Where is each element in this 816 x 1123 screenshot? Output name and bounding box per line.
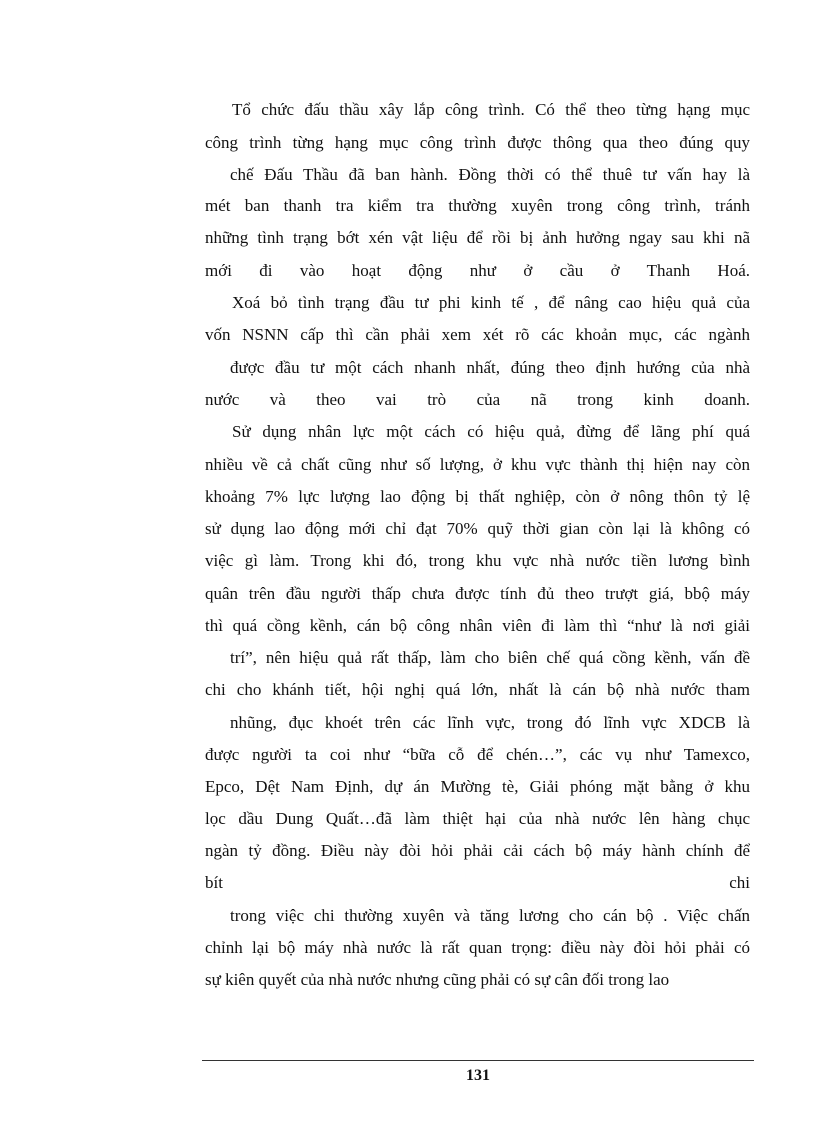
page-number: 131: [466, 1067, 490, 1084]
text-line: trong việc chi thường xuyên và tăng lương cho cán bộ . Việc chấn: [230, 906, 750, 925]
text-line: mới đi vào hoạt động như ở cầu ở Thanh Hoá.: [205, 261, 750, 280]
text-line: được đầu tư một cách nhanh nhất, đúng theo định hướng của nhà: [230, 358, 750, 377]
text-line: vốn NSNN cấp thì cần phải xem xét rõ các khoản mục, các ngành: [205, 325, 750, 344]
text-line: ngàn tỷ đồng. Điều này đòi hỏi phải cải cách bộ máy hành chính để: [205, 841, 750, 860]
footer-divider: [202, 1060, 754, 1061]
text-line: việc gì làm. Trong khi đó, trong khu vực nhà nước tiền lương bình: [205, 551, 750, 570]
text-line: Sử dụng nhân lực một cách có hiệu quả, đừng để lãng phí quá: [232, 422, 750, 441]
text-line: sự kiên quyết của nhà nước nhưng cũng phải có sự cân đối trong lao: [205, 970, 670, 989]
text-line: những tình trạng bớt xén vật liệu để rồi bị ảnh hưởng ngay sau khi nã: [205, 228, 750, 247]
text-line: lọc dầu Dung Quất…đã làm thiệt hại của nhà nước lên hàng chục: [205, 809, 750, 828]
text-line: chỉnh lại bộ máy nhà nước là rất quan trọng: điều này đòi hỏi phải có: [205, 938, 750, 957]
text-line: nước và theo vai trò của nã trong kinh doanh.: [205, 390, 750, 409]
text-line: Epco, Dệt Nam Định, dự án Mường tè, Giải phóng mặt bằng ở khu: [205, 777, 750, 796]
text-line: công trình từng hạng mục công trình được thông qua theo đúng quy: [205, 133, 750, 152]
text-line: bít chi: [205, 873, 750, 892]
text-line: Tổ chức đấu thầu xây lắp công trình. Có thể theo từng hạng mục: [232, 100, 750, 119]
text-line: sử dụng lao động mới chỉ đạt 70% quỹ thời gian còn lại là không có: [205, 519, 750, 538]
text-line: Xoá bỏ tình trạng đầu tư phi kinh tế , để nâng cao hiệu quả của: [232, 293, 750, 312]
text-line: được người ta coi như “bữa cỗ để chén…”, các vụ như Tamexco,: [205, 745, 750, 764]
text-line: nhũng, đục khoét trên các lĩnh vực, trong đó lĩnh vực XDCB là: [230, 713, 750, 732]
text-line: quân trên đầu người thấp chưa được tính đủ theo trượt giá, bbộ máy: [205, 584, 750, 603]
text-line: khoảng 7% lực lượng lao động bị thất nghiệp, còn ở nông thôn tỷ lệ: [205, 487, 750, 506]
text-line: nhiều về cả chất cũng như số lượng, ở khu vực thành thị hiện nay còn: [205, 455, 750, 474]
text-line: chế Đấu Thầu đã ban hành. Đồng thời có thể thuê tư vấn hay là: [230, 165, 750, 184]
text-line: trí”, nên hiệu quả rất thấp, làm cho biên chế quá cồng kềnh, vấn đề: [230, 648, 750, 667]
text-line: mét ban thanh tra kiểm tra thường xuyên trong công trình, tránh: [205, 196, 750, 215]
text-line: chi cho khánh tiết, hội nghị quá lớn, nhất là cán bộ nhà nước tham: [205, 680, 750, 699]
text-line: thì quá cồng kềnh, cán bộ công nhân viên đi làm thì “như là nơi giải: [205, 616, 750, 635]
